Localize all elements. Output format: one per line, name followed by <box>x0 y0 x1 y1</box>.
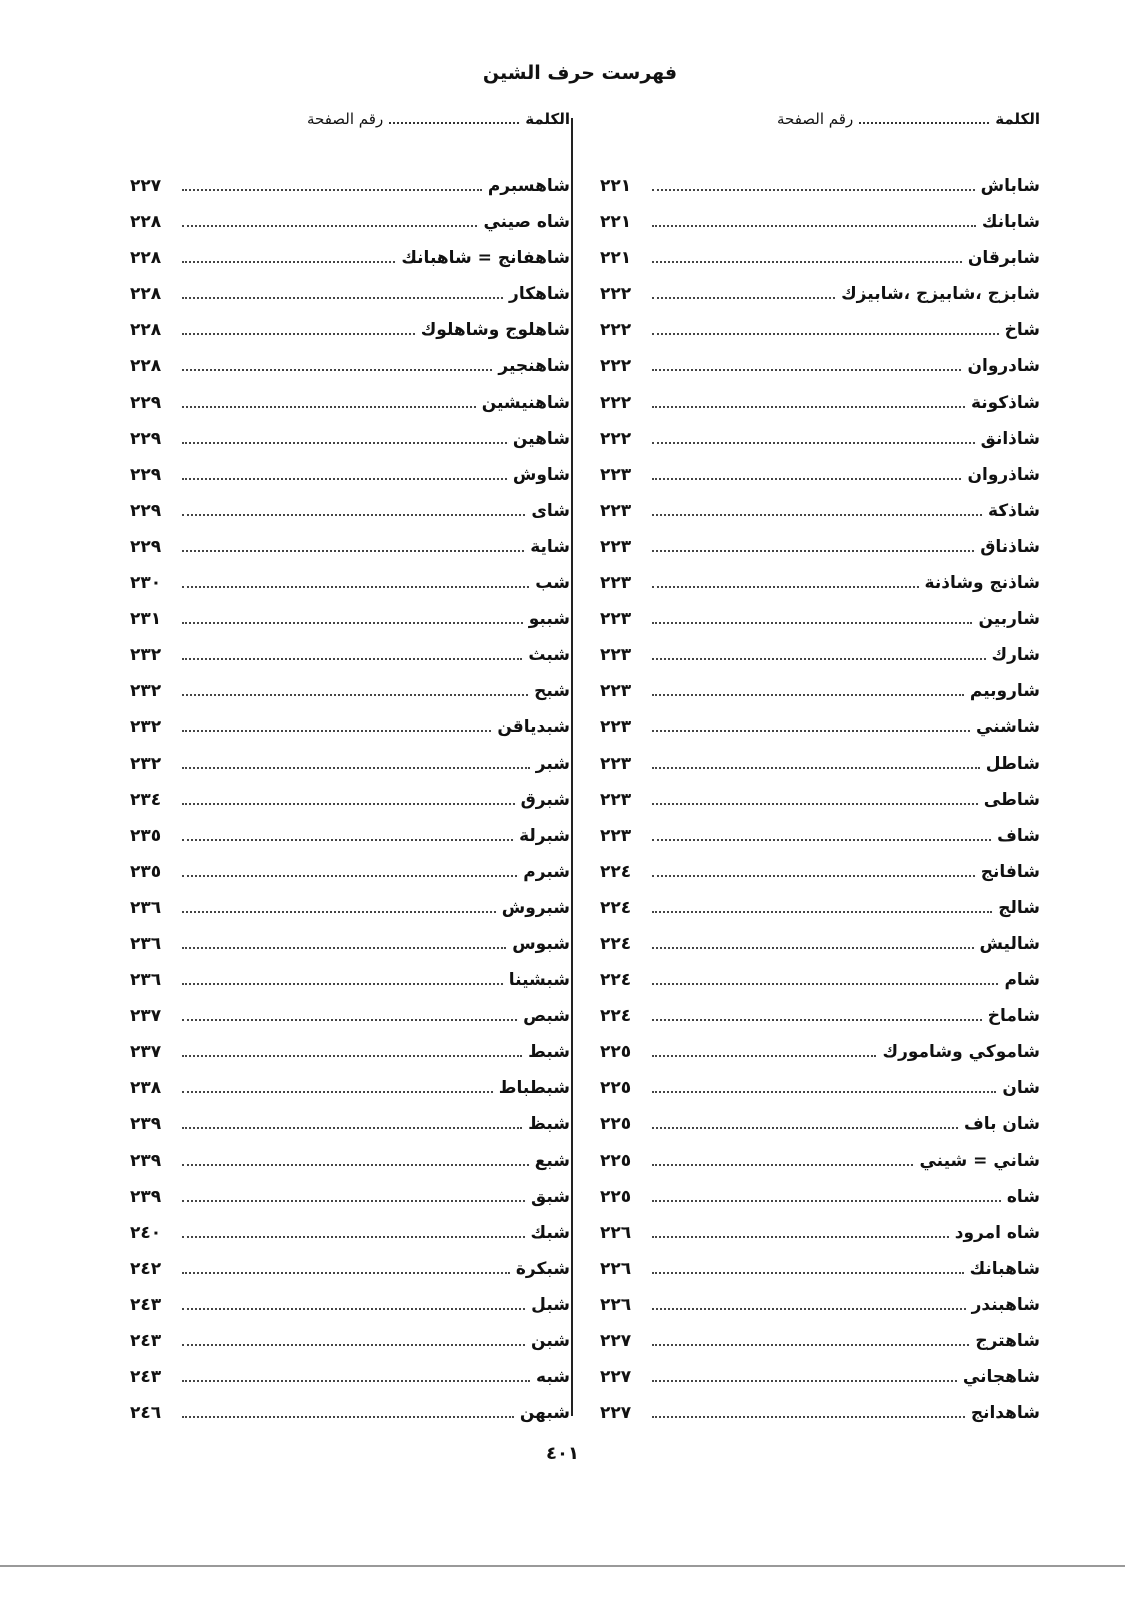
entry-word: شبص <box>523 1006 570 1027</box>
index-entry <box>600 970 1040 1006</box>
dot-leader <box>652 395 965 408</box>
index-entry <box>600 1042 1040 1078</box>
index-entry <box>600 176 1040 212</box>
index-entry <box>130 790 570 826</box>
dot-leader <box>182 214 477 227</box>
entry-page-number: ٢٢٧ <box>600 1331 632 1351</box>
index-entry <box>600 393 1040 429</box>
entry-word: شبرق <box>520 789 570 810</box>
entry-word: شاهجاني <box>962 1367 1040 1388</box>
entry-word: شاذنج وشاذنة <box>924 573 1040 594</box>
entry-page-number: ٢٢١ <box>600 176 632 196</box>
index-entry <box>130 356 570 392</box>
dot-leader <box>652 358 961 371</box>
dot-leader <box>652 792 978 805</box>
dot-leader <box>652 1369 957 1382</box>
entry-page-number: ٢٣٢ <box>130 681 162 702</box>
dot-leader <box>652 1008 982 1021</box>
entry-page-number: ٢٣٦ <box>130 897 162 918</box>
word-column-label: الكلمة <box>995 110 1040 128</box>
entry-word: شاطى <box>983 789 1040 810</box>
dot-leader <box>652 647 986 660</box>
index-entry <box>600 681 1040 717</box>
dot-leader <box>652 972 998 985</box>
dot-leader <box>652 1189 1001 1202</box>
index-entry <box>600 501 1040 537</box>
index-entry <box>600 1331 1040 1367</box>
index-entry <box>130 465 570 501</box>
entry-word: شببو <box>528 609 570 630</box>
entry-page-number: ٢٢٣ <box>600 500 632 521</box>
column-divider <box>571 118 573 1416</box>
dot-leader <box>182 467 507 480</box>
index-entry <box>130 393 570 429</box>
entry-page-number: ٢٢٨ <box>130 356 162 377</box>
entry-page-number: ٢٣٠ <box>130 573 162 594</box>
dot-leader <box>182 1116 522 1129</box>
entry-page-number: ٢٣٢ <box>130 717 162 738</box>
index-entry <box>130 826 570 862</box>
entry-page-number: ٢٣٧ <box>130 1006 162 1027</box>
dot-leader <box>182 792 515 805</box>
entry-word: شبطباط <box>498 1078 570 1099</box>
index-entry <box>600 645 1040 681</box>
dot-leader <box>652 1044 876 1057</box>
entry-word: شبرلة <box>519 825 570 846</box>
entry-word: شاشني <box>976 717 1040 738</box>
word-column-label: الكلمة <box>525 110 570 128</box>
index-entry <box>600 248 1040 284</box>
index-entry <box>600 826 1040 862</box>
entry-page-number: ٢٢٨ <box>130 320 162 341</box>
dot-leader <box>652 719 970 732</box>
entry-page-number: ٢٢٥ <box>600 1078 632 1099</box>
entry-page-number: ٢٢٩ <box>130 464 162 485</box>
index-entry <box>600 356 1040 392</box>
entry-word: شاذانق <box>980 428 1040 449</box>
entry-page-number: ٢٢٣ <box>600 609 632 630</box>
index-entry <box>600 1259 1040 1295</box>
dot-leader <box>182 900 496 913</box>
index-entry <box>600 537 1040 573</box>
dot-leader <box>652 828 991 841</box>
dot-leader <box>182 1080 493 1093</box>
page-title: فهرست حرف الشين <box>482 62 678 84</box>
entry-page-number: ٢٢٥ <box>600 1114 632 1135</box>
entry-page-number: ٢٢٩ <box>130 536 162 557</box>
index-column-left <box>130 110 570 1439</box>
entry-word: شاهبندر <box>971 1294 1040 1315</box>
index-entry <box>600 717 1040 753</box>
index-entry <box>600 320 1040 356</box>
dot-leader <box>182 1261 510 1274</box>
entry-page-number: ٢٢٢ <box>600 284 632 305</box>
index-entry <box>130 537 570 573</box>
dot-leader <box>652 1261 964 1274</box>
index-entry <box>130 1042 570 1078</box>
dot-leader <box>182 575 529 588</box>
entry-list-left <box>130 176 570 1439</box>
entry-word: شاذروان <box>967 464 1040 485</box>
index-entry <box>130 1295 570 1331</box>
page-column-label: رقم الصفحة <box>776 110 854 128</box>
entry-page-number: ٢٢٩ <box>130 500 162 521</box>
entry-page-number: ٢٢٣ <box>600 789 632 810</box>
entry-word: شالج <box>998 897 1040 918</box>
entry-page-number: ٢٢١ <box>600 212 632 233</box>
dot-leader <box>652 1297 966 1310</box>
dot-leader <box>182 322 415 335</box>
entry-word: شارك <box>991 645 1040 666</box>
entry-word: شاية <box>530 536 570 557</box>
entry-page-number: ٢٢٤ <box>600 933 632 954</box>
entry-page-number: ٢٣٦ <box>130 933 162 954</box>
dot-leader <box>652 214 976 227</box>
entry-page-number: ٢٤٣ <box>130 1294 162 1315</box>
entry-word: شبح <box>534 681 570 702</box>
entry-page-number: ٢٢٥ <box>600 1042 632 1063</box>
index-entry <box>130 645 570 681</box>
index-entry <box>130 284 570 320</box>
index-entry <box>600 429 1040 465</box>
entry-word: شافانج <box>980 861 1040 882</box>
dot-leader <box>182 503 525 516</box>
entry-page-number: ٢٢٣ <box>600 536 632 557</box>
entry-word: شب <box>535 573 570 594</box>
entry-word: شبشينا <box>508 970 570 991</box>
index-entry <box>130 754 570 790</box>
index-entry <box>130 1403 570 1439</box>
dot-leader <box>182 683 528 696</box>
entry-page-number: ٢٣٤ <box>130 789 162 810</box>
dot-leader <box>182 936 506 949</box>
index-entry <box>600 1367 1040 1403</box>
dot-leader <box>652 250 962 263</box>
entry-word: شاموكي وشامورك <box>882 1042 1040 1063</box>
dot-leader <box>652 756 980 769</box>
index-entry <box>600 934 1040 970</box>
dot-leader <box>182 1008 517 1021</box>
index-entry <box>600 1403 1040 1439</box>
dot-leader <box>182 1369 530 1382</box>
entry-word: شبك <box>530 1222 570 1243</box>
index-entry <box>600 1295 1040 1331</box>
entry-page-number: ٢٢٤ <box>600 861 632 882</box>
entry-word: شاروبيم <box>969 681 1040 702</box>
entry-word: شبهن <box>519 1403 570 1424</box>
entry-page-number: ٢٢٦ <box>600 1294 632 1315</box>
index-entry <box>130 501 570 537</box>
index-entry <box>600 465 1040 501</box>
index-entry <box>130 1259 570 1295</box>
index-entry <box>130 1187 570 1223</box>
entry-page-number: ٢٢٢ <box>600 356 632 377</box>
index-entry <box>130 717 570 753</box>
index-entry <box>130 320 570 356</box>
entry-word: شاليش <box>979 933 1040 954</box>
entry-list-right <box>600 176 1040 1439</box>
entry-word: شاهنيشين <box>481 392 570 413</box>
dot-leader <box>182 1225 525 1238</box>
entry-word: شاذناق <box>980 536 1040 557</box>
header-leader <box>389 110 519 124</box>
entry-word: شابزج ،شابيزج ،شابيزك <box>841 284 1040 305</box>
entry-page-number: ٢٢٧ <box>130 176 162 196</box>
dot-leader <box>652 936 974 949</box>
entry-page-number: ٢٤٦ <box>130 1403 162 1424</box>
dot-leader <box>182 431 507 444</box>
dot-leader <box>652 286 835 299</box>
entry-word: شاطل <box>985 753 1040 774</box>
index-entry <box>600 1151 1040 1187</box>
dot-leader <box>652 322 999 335</box>
index-entry <box>130 1151 570 1187</box>
entry-word: شاني = شيني <box>919 1150 1040 1171</box>
dot-leader <box>652 503 982 516</box>
index-entry <box>130 681 570 717</box>
dot-leader <box>652 1116 958 1129</box>
entry-page-number: ٢٢٣ <box>600 753 632 774</box>
entry-word: شاه صيني <box>483 212 570 233</box>
entry-word: شبن <box>531 1331 570 1351</box>
dot-leader <box>182 1153 529 1166</box>
scan-edge <box>0 1565 1125 1567</box>
dot-leader <box>182 395 476 408</box>
index-entry <box>130 429 570 465</box>
entry-page-number: ٢٢٣ <box>600 464 632 485</box>
entry-word: شاهكار <box>509 284 570 305</box>
dot-leader <box>182 1333 525 1346</box>
entry-page-number: ٢٢٣ <box>600 645 632 666</box>
entry-word: شاه امرود <box>954 1222 1040 1243</box>
index-entry <box>130 1114 570 1150</box>
column-header <box>130 110 570 140</box>
index-entry <box>600 1223 1040 1259</box>
entry-word: شبظ <box>528 1114 570 1135</box>
column-header <box>600 110 1040 140</box>
dot-leader <box>182 1405 514 1418</box>
dot-leader <box>182 611 523 624</box>
entry-page-number: ٢٣١ <box>130 609 162 630</box>
index-entry <box>130 934 570 970</box>
entry-page-number: ٢٢٣ <box>600 573 632 594</box>
index-entry <box>600 862 1040 898</box>
entry-page-number: ٢٢١ <box>600 248 632 269</box>
index-entry <box>130 1078 570 1114</box>
entry-page-number: ٢٣٧ <box>130 1042 162 1063</box>
dot-leader <box>652 467 961 480</box>
entry-page-number: ٢٢٣ <box>600 717 632 738</box>
entry-page-number: ٢٣٩ <box>130 1186 162 1207</box>
entry-page-number: ٢٢٧ <box>600 1367 632 1388</box>
entry-page-number: ٢٣٩ <box>130 1114 162 1135</box>
entry-page-number: ٢٢٩ <box>130 392 162 413</box>
entry-word: شبوس <box>512 933 570 954</box>
index-entry <box>600 898 1040 934</box>
entry-page-number: ٢٣٢ <box>130 645 162 666</box>
entry-word: شبل <box>531 1294 570 1315</box>
entry-page-number: ٢٢٢ <box>600 392 632 413</box>
entry-page-number: ٢٢٤ <box>600 897 632 918</box>
index-entry <box>600 609 1040 645</box>
index-entry <box>130 176 570 212</box>
entry-word: شاهلوج وشاهلوك <box>420 320 570 341</box>
entry-word: شاهسبرم <box>487 176 570 196</box>
entry-word: شبط <box>528 1042 570 1063</box>
index-column-right <box>600 110 1040 1439</box>
dot-leader <box>182 719 491 732</box>
index-entry <box>600 754 1040 790</box>
entry-page-number: ٢٣٨ <box>130 1078 162 1099</box>
header-leader <box>859 110 989 124</box>
dot-leader <box>182 647 522 660</box>
dot-leader <box>652 539 974 552</box>
dot-leader <box>652 178 975 191</box>
index-entry <box>600 1078 1040 1114</box>
entry-word: شاهترج <box>975 1331 1040 1351</box>
index-entry <box>130 862 570 898</box>
index-entry <box>130 248 570 284</box>
entry-word: شام <box>1004 970 1040 991</box>
index-entry <box>130 970 570 1006</box>
entry-word: شادروان <box>967 356 1040 377</box>
index-entry <box>130 1367 570 1403</box>
dot-leader <box>182 1189 525 1202</box>
dot-leader <box>652 1080 996 1093</box>
entry-word: شبث <box>528 645 570 666</box>
index-entry <box>600 573 1040 609</box>
entry-word: شاخ <box>1004 320 1040 341</box>
dot-leader <box>652 575 919 588</box>
entry-word: شاه <box>1006 1186 1040 1207</box>
entry-page-number: ٢٣٥ <box>130 861 162 882</box>
dot-leader <box>652 1333 969 1346</box>
dot-leader <box>652 611 972 624</box>
dot-leader <box>182 539 524 552</box>
entry-page-number: ٢٢٦ <box>600 1258 632 1279</box>
index-entry <box>600 212 1040 248</box>
dot-leader <box>182 828 513 841</box>
dot-leader <box>652 900 992 913</box>
entry-page-number: ٢٢٤ <box>600 1006 632 1027</box>
entry-word: شبق <box>531 1186 570 1207</box>
entry-word: شاى <box>531 500 570 521</box>
entry-page-number: ٢٢٦ <box>600 1222 632 1243</box>
entry-word: شاهين <box>512 428 570 449</box>
entry-page-number: ٢٢٢ <box>600 320 632 341</box>
page-number: ٤٠١ <box>546 1443 579 1464</box>
dot-leader <box>182 972 503 985</box>
entry-word: شاباش <box>980 176 1040 196</box>
dot-leader <box>182 756 530 769</box>
entry-page-number: ٢٤٣ <box>130 1331 162 1351</box>
index-entry <box>600 1006 1040 1042</box>
entry-word: شبروش <box>501 897 570 918</box>
entry-page-number: ٢٢٨ <box>130 284 162 305</box>
entry-page-number: ٢٣٥ <box>130 825 162 846</box>
entry-word: شبع <box>534 1150 570 1171</box>
page-column-label: رقم الصفحة <box>306 110 384 128</box>
entry-page-number: ٢٢٤ <box>600 970 632 991</box>
entry-page-number: ٢٣٦ <box>130 970 162 991</box>
entry-word: شاهبانك <box>969 1258 1040 1279</box>
dot-leader <box>182 250 395 263</box>
entry-word: شبدياقن <box>497 717 570 738</box>
entry-page-number: ٢٣٢ <box>130 753 162 774</box>
index-entry <box>600 1187 1040 1223</box>
index-entry <box>130 1331 570 1367</box>
dot-leader <box>182 1297 525 1310</box>
dot-leader <box>652 431 975 444</box>
index-entry <box>130 898 570 934</box>
index-entry <box>600 284 1040 320</box>
entry-word: شبرم <box>523 861 570 882</box>
entry-page-number: ٢٢٧ <box>600 1403 632 1424</box>
dot-leader <box>652 683 964 696</box>
entry-word: شان <box>1002 1078 1040 1099</box>
dot-leader <box>182 1044 522 1057</box>
entry-page-number: ٢٤٢ <box>130 1258 162 1279</box>
dot-leader <box>652 864 975 877</box>
entry-page-number: ٢٢٨ <box>130 248 162 269</box>
dot-leader <box>652 1225 949 1238</box>
index-entry <box>600 790 1040 826</box>
index-entry <box>600 1114 1040 1150</box>
dot-leader <box>652 1405 965 1418</box>
entry-word: شبكرة <box>515 1258 570 1279</box>
entry-word: شابرقان <box>967 248 1040 269</box>
entry-page-number: ٢٢٩ <box>130 428 162 449</box>
index-entry <box>130 212 570 248</box>
entry-word: شاهدانج <box>970 1403 1040 1424</box>
index-entry <box>130 573 570 609</box>
entry-page-number: ٢٣٩ <box>130 1150 162 1171</box>
entry-word: شاوش <box>512 464 570 485</box>
entry-word: شابانك <box>981 212 1040 233</box>
index-entry <box>130 1006 570 1042</box>
index-entry <box>130 609 570 645</box>
dot-leader <box>182 864 517 877</box>
dot-leader <box>182 286 503 299</box>
entry-word: شان باف <box>963 1114 1040 1135</box>
entry-word: شاهنجير <box>498 356 570 377</box>
entry-page-number: ٢٢٥ <box>600 1186 632 1207</box>
entry-word: شاذكونة <box>970 392 1040 413</box>
entry-page-number: ٢٤٠ <box>130 1222 162 1243</box>
entry-page-number: ٢٢٥ <box>600 1150 632 1171</box>
dot-leader <box>182 358 492 371</box>
entry-word: شاف <box>997 825 1040 846</box>
index-entry <box>130 1223 570 1259</box>
entry-word: شبه <box>536 1367 570 1388</box>
dot-leader <box>182 178 482 191</box>
dot-leader <box>652 1153 913 1166</box>
entry-word: شبر <box>535 753 570 774</box>
entry-page-number: ٢٢٣ <box>600 825 632 846</box>
entry-word: شاربين <box>978 609 1040 630</box>
entry-page-number: ٢٤٣ <box>130 1367 162 1388</box>
entry-page-number: ٢٢٢ <box>600 428 632 449</box>
entry-page-number: ٢٢٣ <box>600 681 632 702</box>
entry-word: شاماخ <box>987 1006 1040 1027</box>
entry-page-number: ٢٢٨ <box>130 212 162 233</box>
entry-word: شاهفانج = شاهبانك <box>401 248 570 269</box>
entry-word: شاذكة <box>987 500 1040 521</box>
